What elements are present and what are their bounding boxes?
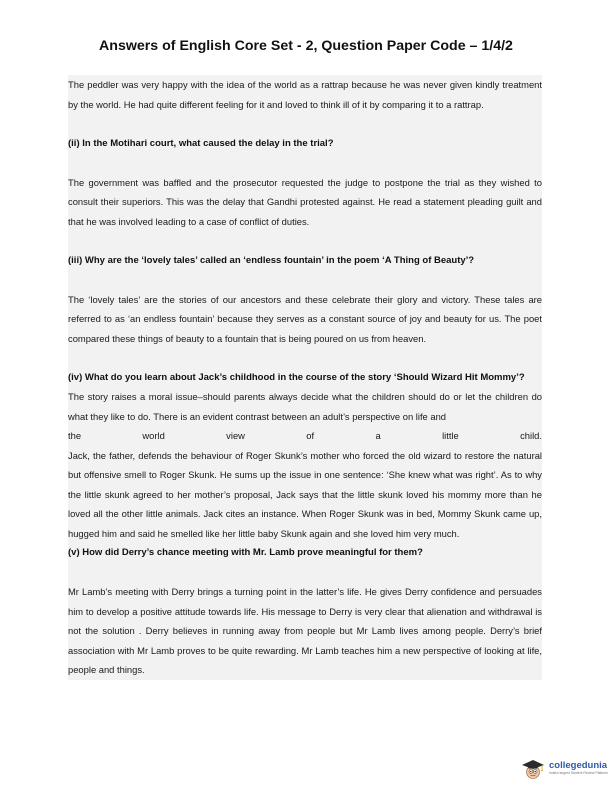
stretched-word: a xyxy=(375,430,381,441)
answer-ii-text: The government was baffled and the prosecutor requested the judge to postpone the trial as they wished to consult their superiors. This was the delay that Gandhi protested against. He read a statement pleading guilt and that he was involved leading to a case of conflict of duties. xyxy=(68,176,542,227)
question-v: (v) How did Derry’s chance meeting with Mr. Lamb prove meaningful for them? xyxy=(68,547,423,558)
stretched-word: of xyxy=(306,430,315,441)
stretched-word: child. xyxy=(520,430,542,441)
answer-i-text: The peddler was very happy with the idea of the world as a rattrap because he was never given kindly treatment by the world. He had quite different feeling for it and loved to think ill of it by comparing it to a rattrap. xyxy=(68,79,542,110)
answer-iii-text: The ‘lovely tales’ are the stories of our ancestors and these celebrate their glory and victory. These tales are referred to as ‘an endless fountain’ because they serves as a constant source of joy and beauty for us. The poet compared these things of beauty to a fountain that is being poured on us from heaven. xyxy=(68,293,542,344)
question-iii: (iii) Why are the ‘lovely tales’ called an ‘endless fountain’ in the poem ‘A Thing of Beauty’? xyxy=(68,254,475,266)
stretched-word: the xyxy=(68,430,82,441)
logo-tagline: India's largest Student Review Platform xyxy=(549,771,609,775)
stretched-word: world xyxy=(142,430,165,441)
graduate-mascot-icon xyxy=(520,757,546,779)
question-ii: (ii) In the Motihari court, what caused the delay in the trial? xyxy=(68,137,334,149)
answer-iv-text-1: The story raises a moral issue–should parents always decide what the children should do or let the children do what they like to do. There is an evident contrast between an adult’s perspective on life and xyxy=(68,391,542,422)
collegedunia-logo xyxy=(520,757,608,779)
page-title: Answers of English Core Set - 2, Question Paper Code – 1/4/2 xyxy=(99,38,513,54)
answer-iv-stretched-line xyxy=(68,426,542,446)
answer-iv-text-2: Jack, the father, defends the behaviour of Roger Skunk’s mother who forced the old wizard to restore the natural but offensive smell to Roger Skunk. He sums up the issue in one sentence: ‘She knew what was right’. As to why the little skunk agreed to her mother’s proposal, Jack says that the little skunk loved his mommy more than he loved all the other little animals. Jack cites an instance. When Roger Skunk was in bed, Mommy Skunk came up, hugged him and said he smelled like her little baby Skunk again and she loved him very much. xyxy=(68,449,542,539)
logo-wordmark: collegedunia xyxy=(549,760,608,771)
answer-content xyxy=(68,75,542,680)
question-iv: (iv) What do you learn about Jack’s childhood in the course of the story ‘Should Wizard Hit Mommy’? xyxy=(68,371,525,383)
answer-v-text: Mr Lamb’s meeting with Derry brings a turning point in the latter’s life. He gives Derry confidence and persuades him to develop a positive attitude towards life. His message to Derry is very clear that alienation and withdrawal is not the solution . Derry believes in running away from people but Mr Lamb lives among people. Derry’s brief association with Mr Lamb proves to be quite rewarding. Mr Lamb teaches him a new perspective of looking at life, people and things. xyxy=(68,586,542,675)
stretched-word: view xyxy=(226,430,245,441)
stretched-word: little xyxy=(442,430,459,441)
